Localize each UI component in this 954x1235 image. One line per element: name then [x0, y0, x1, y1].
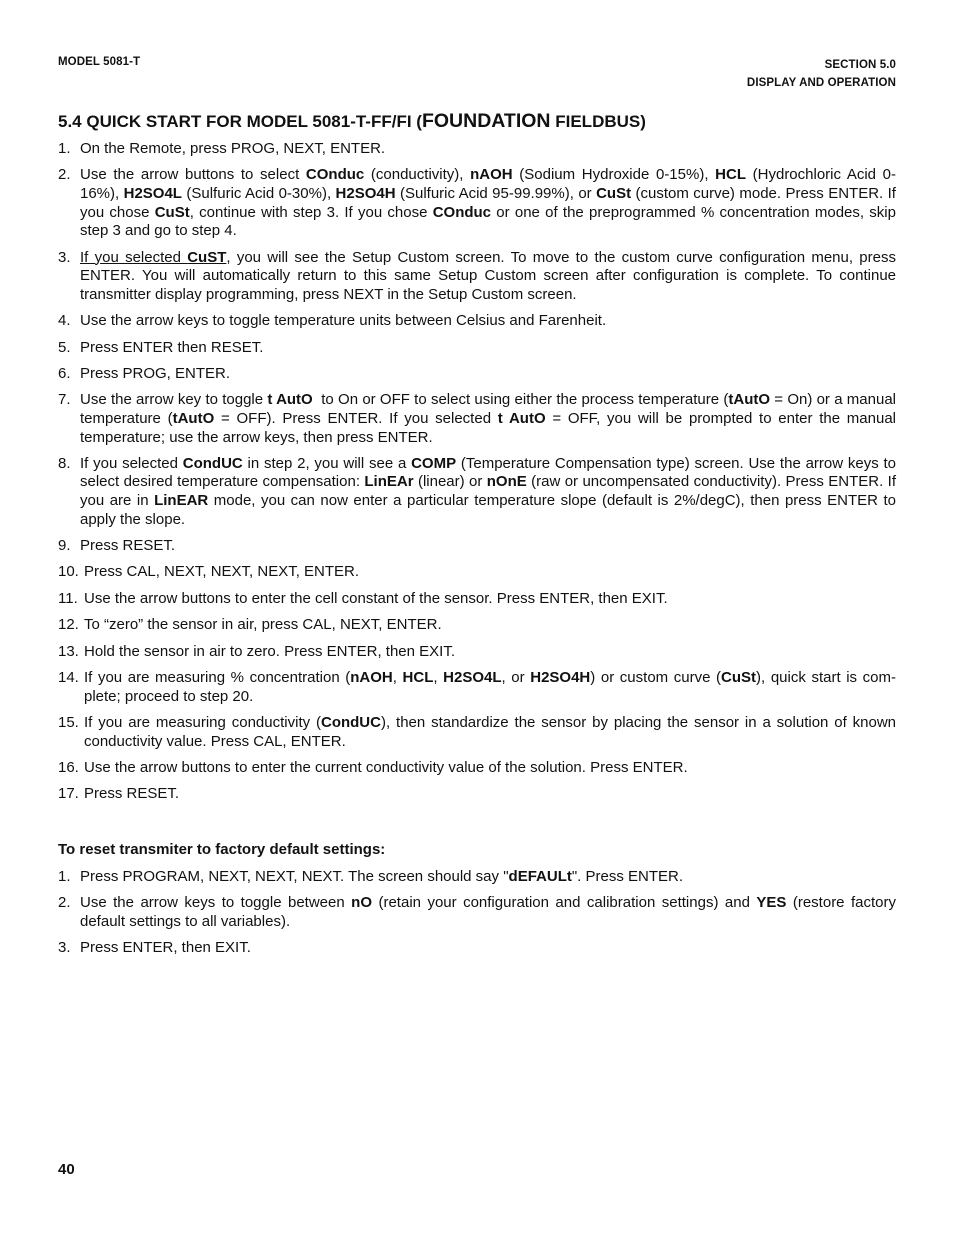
step-2 [58, 166, 896, 240]
step-number: 2. [58, 894, 71, 912]
step-number: 17. [58, 785, 79, 803]
step-number: 8. [58, 454, 71, 472]
step-4 [58, 312, 896, 331]
step-number: 14. [58, 669, 79, 687]
step-text: Press ENTER then RESET. [80, 338, 264, 356]
step-text: Use the arrow keys to toggle temperature units between Celsius and Farenheit. [80, 312, 607, 330]
step-text: Use the arrow buttons to select COnduc (conductivity), nAOH (Sodium Hydroxide 0-15%), HCL (Hydrochloric Acid 0-16%), H2SO4L (Sulfuric Acid 0-30%), H2SO4H (Sulfuric Acid 95-99.99%), or CuSt (custom curve) mode. Press ENTER. If you chose CuSt, continue with step 3. If you chose COnduc or one of the preprogrammed % concentration modes, skip step 3 and go to step 4. [80, 166, 897, 240]
step-6 [58, 365, 896, 384]
step-13 [58, 643, 896, 662]
page-title [58, 110, 646, 133]
step-number: 10. [58, 563, 79, 581]
step-number: 1. [58, 140, 71, 157]
step-number: 16. [58, 758, 79, 776]
step-text: Use the arrow key to toggle t AutO to On or OFF to select using either the process temperature (tAutO = On) or a manual temperature (tAutO = OFF). Press ENTER. If you selected t AutO = OFF, you will be prompted to enter the manual temperature; use the arrow keys, then press ENTER. [80, 391, 897, 446]
step-text: Press ENTER, then EXIT. [80, 939, 251, 957]
reset-steps [58, 868, 896, 966]
step-text: If you are measuring conductivity (CondUC), then standardize the sensor by placing the sensor in a solution of known conductivity value. Press CAL, ENTER. [84, 714, 896, 750]
step-9 [58, 537, 896, 556]
step-text: If you selected CuST, you will see the Setup Custom screen. To move to the custom curve configuration menu, press ENTER. You will automatically return to this same Setup Custom screen after configuration is complete. To continue transmitter display programming, press NEXT in the Setup Custom screen. [80, 248, 896, 303]
step-7 [58, 391, 896, 447]
step-number: 6. [58, 364, 71, 382]
running-header-section [747, 56, 896, 92]
reset-step-1 [58, 868, 896, 887]
step-3 [58, 249, 896, 305]
step-16 [58, 759, 896, 778]
title-suffix: FIELDBUS) [550, 112, 646, 131]
step-8 [58, 455, 896, 529]
running-header-model: MODEL 5081-T [58, 56, 141, 68]
step-text: Press PROGRAM, NEXT, NEXT, NEXT. The screen should say "dEFAULt". Press ENTER. [80, 868, 684, 885]
step-number: 3. [58, 939, 71, 957]
step-number: 1. [58, 868, 71, 885]
step-text: If you are measuring % concentration (nAOH, HCL, H2SO4L, or H2SO4H) or custom curve (CuSt), quick start is com-plete; proceed to step 20. [84, 669, 896, 705]
section-number: SECTION 5.0 [824, 59, 896, 71]
step-number: 4. [58, 312, 71, 330]
step-text: Press RESET. [84, 785, 180, 803]
title-foundation: FOUNDATION [421, 110, 551, 132]
step-number: 13. [58, 642, 79, 660]
step-text: Use the arrow keys to toggle between nO (retain your configuration and calibration settings) and YES (restore factory default settings to all variables). [80, 894, 896, 930]
step-number: 9. [58, 537, 71, 555]
step-10 [58, 563, 896, 582]
title-prefix: 5.4 QUICK START FOR MODEL 5081-T-FF/FI ( [58, 112, 422, 131]
step-text: Hold the sensor in air to zero. Press ENTER, then EXIT. [84, 642, 455, 660]
step-text: Press CAL, NEXT, NEXT, NEXT, ENTER. [84, 563, 360, 581]
step-text: On the Remote, press PROG, NEXT, ENTER. [80, 140, 386, 157]
step-15 [58, 714, 896, 751]
step-12 [58, 616, 896, 635]
step-number: 5. [58, 338, 71, 356]
step-number: 11. [58, 589, 78, 607]
step-text: To “zero” the sensor in air, press CAL, NEXT, ENTER. [84, 616, 442, 634]
step-text: If you selected CondUC in step 2, you will see a COMP (Temperature Compensation type) screen. Use the arrow keys to select desired temperature compensation: LinEAr (linear) or nOnE (raw or uncompensated conductivity). Press ENTER. If you are in LinEAR mode, you can now enter a particular temperature slope (default is 2%/degC), then press ENTER to apply the slope. [80, 454, 896, 528]
section-title: DISPLAY AND OPERATION [746, 77, 896, 89]
step-17 [58, 785, 896, 804]
step-number: 3. [58, 248, 71, 266]
step-11 [58, 590, 896, 609]
step-text: Press PROG, ENTER. [80, 364, 231, 382]
step-text: Use the arrow buttons to enter the cell constant of the sensor. Press ENTER, then EXIT. [84, 589, 668, 607]
quick-start-steps [58, 140, 896, 812]
step-number: 2. [58, 166, 71, 184]
step-number: 12. [58, 616, 79, 634]
step-number: 7. [58, 391, 71, 409]
step-text: Use the arrow buttons to enter the current conductivity value of the solution. Press ENTER. [84, 758, 688, 776]
step-14 [58, 669, 896, 706]
page-number: 40 [58, 1161, 75, 1178]
reset-step-2 [58, 894, 896, 931]
reset-heading: To reset transmiter to factory default settings: [58, 841, 386, 858]
reset-step-3 [58, 939, 896, 958]
step-number: 15. [58, 714, 79, 731]
step-1 [58, 140, 896, 159]
step-5 [58, 339, 896, 358]
step-text: Press RESET. [80, 537, 176, 555]
